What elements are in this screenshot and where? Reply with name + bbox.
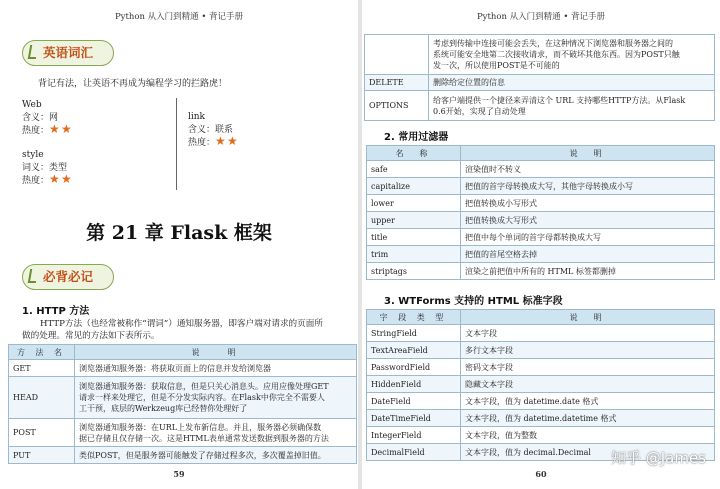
table-header-row xyxy=(367,146,715,161)
desc-cell xyxy=(75,419,357,447)
desc-line: 类似POST，但是服务器可能触发了存储过程多次，多次覆盖掉旧值。 xyxy=(79,450,326,460)
desc-cell: 把值转换成小写形式 xyxy=(461,195,715,212)
desc-line: 据已存储且仅存储一次。这是HTML表单通常发送数据到服务器的方法 xyxy=(79,433,329,443)
chapter-title: 第 21 章 Flask 框架 xyxy=(86,222,272,244)
desc-cell xyxy=(75,447,357,464)
desc-cell: 文本字段，值为 datetime.datetime 格式 xyxy=(461,410,715,427)
name-cell: striptags xyxy=(367,263,461,280)
method-cell: DELETE xyxy=(365,75,429,91)
desc-cell xyxy=(429,75,715,91)
check-icon xyxy=(28,269,38,283)
name-cell: IntegerField xyxy=(367,427,461,444)
column-header: 说 明 xyxy=(461,146,715,161)
name-cell: safe xyxy=(367,161,461,178)
name-cell: StringField xyxy=(367,325,461,342)
table-row xyxy=(367,178,715,195)
watermark: 知乎 @James xyxy=(610,449,706,467)
name-cell: DateTimeField xyxy=(367,410,461,427)
desc-line: 考虑到传输中连接可能会丢失，在这种情况下浏览器和服务器之间的 xyxy=(433,39,673,48)
paragraph-line: 做的处理。常见的方法如下表所示。 xyxy=(22,331,160,341)
method-cell: POST xyxy=(9,419,75,447)
table-row xyxy=(367,410,715,427)
desc-cell: 渲染值时不转义 xyxy=(461,161,715,178)
desc-cell: 渲染之前把值中所有的 HTML 标签都删掉 xyxy=(461,263,715,280)
column-header: 方 法 名 xyxy=(9,345,75,360)
desc-cell: 把值中每个单词的首字母都转换成大写 xyxy=(461,229,715,246)
desc-cell: 把值的首尾空格去掉 xyxy=(461,246,715,263)
wtforms-fields-table xyxy=(366,309,715,461)
table-row xyxy=(365,91,715,121)
desc-line: 工干预，底层的Werkzeug库已经替你处理好了 xyxy=(79,404,248,413)
table-row xyxy=(367,342,715,359)
vocab-meaning: 词义：类型 xyxy=(22,162,68,173)
name-cell: lower xyxy=(367,195,461,212)
method-cell: OPTIONS xyxy=(365,91,429,121)
left-page xyxy=(0,0,358,489)
page-number: 60 xyxy=(535,469,547,479)
method-cell: PUT xyxy=(9,447,75,464)
desc-cell xyxy=(75,360,357,377)
star-icon: ★ xyxy=(61,122,72,136)
desc-line: 浏览器通知服务器：获取信息，但是只关心消息头。应用应像处理GET xyxy=(79,382,329,391)
http-methods-table xyxy=(8,344,357,464)
star-icon: ★ xyxy=(61,172,72,186)
desc-cell: 把值的首字母转换成大写，其他字母转换成小写 xyxy=(461,178,715,195)
section-title-filters: 2. 常用过滤器 xyxy=(384,132,449,143)
vocab-divider xyxy=(176,98,177,190)
name-cell: title xyxy=(367,229,461,246)
vocab-word: Web xyxy=(22,100,42,110)
desc-line: 请求一样来处理它，但是不分发实际内容。在Flask中你完全不需要人 xyxy=(79,393,325,402)
vocab-badge xyxy=(22,40,114,66)
section-title-http: 1. HTTP 方法 xyxy=(22,306,90,317)
must-badge xyxy=(22,264,114,290)
table-row xyxy=(367,263,715,280)
vocab-meaning: 含义：网 xyxy=(22,112,59,123)
desc-line: 浏览器通知服务器：在URL上发布新信息。并且，服务器必须确保数 xyxy=(79,422,322,432)
vocab-item-link xyxy=(188,111,239,150)
table-row xyxy=(9,447,357,464)
table-header-row xyxy=(9,345,357,360)
table-row xyxy=(9,419,357,447)
vocab-heat-label: 热度： xyxy=(188,137,216,148)
vocab-word: style xyxy=(22,150,44,160)
section-title-wtforms: 3. WTForms 支持的 HTML 标准字段 xyxy=(384,296,563,307)
desc-cell: 多行文本字段 xyxy=(461,342,715,359)
name-cell: DecimalField xyxy=(367,444,461,461)
desc-cell xyxy=(429,91,715,121)
check-icon xyxy=(28,45,38,59)
paragraph-line: HTTP方法（也经常被称作“谓词”）通知服务器，即客户端对请求的页面所 xyxy=(40,319,323,329)
star-icon: ★ xyxy=(215,134,226,148)
vocab-intro: 背记有法，让英语不再成为编程学习的拦路虎！ xyxy=(38,79,228,89)
desc-cell: 文本字段，值为整数 xyxy=(461,427,715,444)
name-cell: TextAreaField xyxy=(367,342,461,359)
vocab-heat-label: 热度： xyxy=(22,125,50,136)
desc-line: 0.6开始，实现了自动处理 xyxy=(433,106,526,116)
column-header: 说 明 xyxy=(461,310,715,325)
table-row xyxy=(9,377,357,419)
wtforms-fields-table-body xyxy=(367,325,715,461)
http-methods-table-continued xyxy=(364,34,715,121)
method-cell: GET xyxy=(9,360,75,377)
filters-table xyxy=(366,145,715,280)
name-cell: upper xyxy=(367,212,461,229)
right-page xyxy=(362,0,720,489)
name-cell: PasswordField xyxy=(367,359,461,376)
filters-table-body xyxy=(367,161,715,280)
table-row xyxy=(367,325,715,342)
star-icon: ★ xyxy=(49,172,60,186)
column-header: 说 明 xyxy=(75,345,357,360)
table-row xyxy=(9,360,357,377)
table-row xyxy=(367,427,715,444)
column-header: 字 段 类 型 xyxy=(367,310,461,325)
table-row xyxy=(367,161,715,178)
vocab-word: link xyxy=(188,112,206,122)
heat-stars xyxy=(49,174,73,188)
desc-line: 发一次，所以使用POST是不可能的 xyxy=(433,61,560,70)
name-cell: HiddenField xyxy=(367,376,461,393)
table-row xyxy=(367,393,715,410)
table-row xyxy=(365,35,715,75)
column-header: 名 称 xyxy=(367,146,461,161)
section-paragraph xyxy=(22,318,354,342)
table-row xyxy=(367,212,715,229)
desc-cell: 把值转换成大写形式 xyxy=(461,212,715,229)
desc-line: 系统可能安全地第二次接收请求，而不破坏其他东西。因为POST只触 xyxy=(433,50,680,59)
desc-cell: 隐藏文本字段 xyxy=(461,376,715,393)
table-row xyxy=(367,229,715,246)
page-number: 59 xyxy=(173,469,185,479)
desc-cell: 密码文本字段 xyxy=(461,359,715,376)
desc-cell: 文本字段 xyxy=(461,325,715,342)
vocab-heat-label: 热度： xyxy=(22,175,50,186)
desc-line: 浏览器通知服务器：将获取页面上的信息并发给浏览器 xyxy=(79,363,271,373)
table-row xyxy=(367,376,715,393)
name-cell: trim xyxy=(367,246,461,263)
desc-cell xyxy=(429,35,715,75)
table-row xyxy=(365,75,715,91)
table-header-row xyxy=(367,310,715,325)
method-cell xyxy=(365,35,429,75)
desc-cell xyxy=(75,377,357,419)
vocab-item-style xyxy=(22,149,73,188)
heat-stars xyxy=(49,124,73,138)
table-row xyxy=(367,359,715,376)
name-cell: DateField xyxy=(367,393,461,410)
desc-cell: 文本字段，值为 datetime.date 格式 xyxy=(461,393,715,410)
star-icon: ★ xyxy=(227,134,238,148)
vocab-badge-label: 英语词汇 xyxy=(43,45,94,60)
method-cell: HEAD xyxy=(9,377,75,419)
must-badge-label: 必背必记 xyxy=(43,269,94,284)
vocab-item-web xyxy=(22,99,73,138)
running-head: Python 从入门到精通 • 背记手册 xyxy=(114,12,244,22)
name-cell: capitalize xyxy=(367,178,461,195)
desc-line: 删除给定位置的信息 xyxy=(433,78,505,87)
vocab-meaning: 含义：联系 xyxy=(188,124,234,135)
table-row xyxy=(367,246,715,263)
heat-stars xyxy=(215,136,239,150)
table-row xyxy=(367,195,715,212)
running-head: Python 从入门到精通 • 背记手册 xyxy=(476,12,606,22)
star-icon: ★ xyxy=(49,122,60,136)
desc-cell: 文本字段，值为 decimal.Decimal xyxy=(461,444,715,461)
desc-line: 给客户端提供一个捷径来弄清这个 URL 支持哪些HTTP方法。从Flask xyxy=(433,95,686,105)
